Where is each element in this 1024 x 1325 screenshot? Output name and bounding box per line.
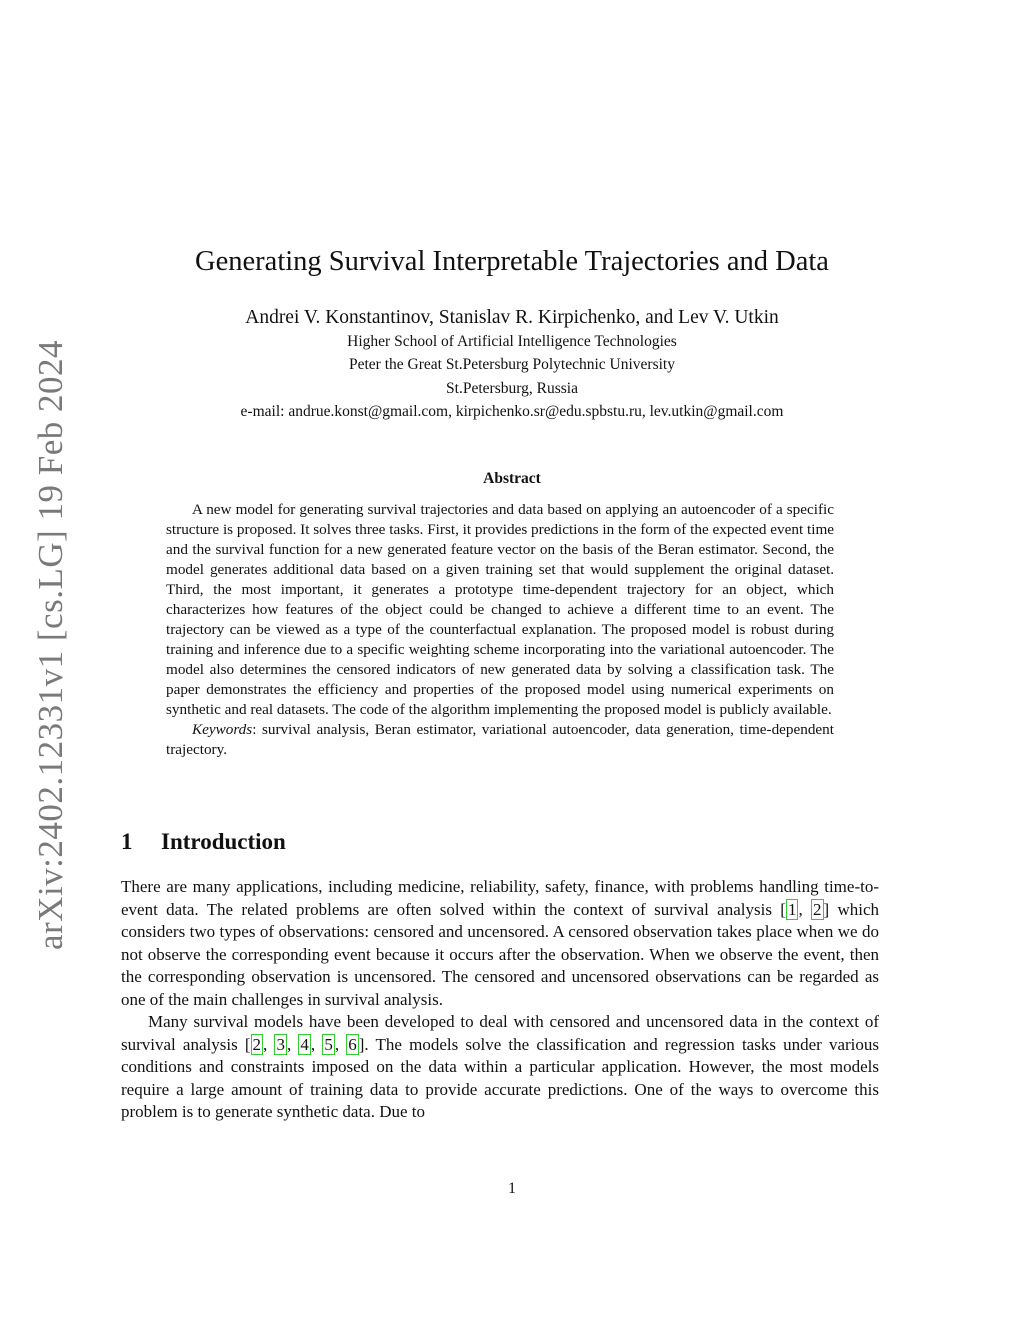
citation-link[interactable]: 3: [276, 1034, 285, 1054]
arxiv-stamp-text: arXiv:2402.12331v1 [cs.LG] 19 Feb 2024: [31, 339, 71, 951]
paper-title: Generating Survival Interpretable Trajectories and Data: [195, 246, 829, 277]
citation-link[interactable]: 2: [813, 899, 822, 919]
keywords-text: : survival analysis, Beran estimator, variational autoencoder, data generation, time-dependent trajectory.: [166, 721, 834, 758]
affiliation-school: Higher School of Artificial Intelligence Technologies: [347, 333, 677, 350]
section-heading-introduction: [121, 829, 286, 855]
introduction-body: [121, 876, 879, 1124]
page-number: 1: [508, 1180, 516, 1197]
author-emails: e-mail: andrue.konst@gmail.com, kirpichenko.sr@edu.spbstu.ru, lev.utkin@gmail.com: [240, 403, 784, 420]
section-title: Introduction: [161, 829, 286, 854]
abstract-text: A new model for generating survival trajectories and data based on applying an autoencoder of a specific structure is proposed. It solves three tasks. First, it provides predictions in the form of the expected event time and the survival function for a new generated feature vector on the basis of the Beran estimator. Second, the model generates additional data based on a given training set that would supplement the original dataset. Third, the most important, it generates a prototype time-dependent trajectory for an object, which characterizes how features of the object could be changed to achieve a different time to an event. The trajectory can be viewed as a type of the counterfactual explanation. The proposed model is robust during training and inference due to a specific weighting scheme incorporating into the variational autoencoder. The model also determines the censored indicators of new generated data by solving a classification task. The paper demonstrates the efficiency and properties of the proposed model using numerical experiments on synthetic and real datasets. The code of the algorithm implementing the proposed model is publicly available.: [166, 501, 834, 718]
affiliation-university: Peter the Great St.Petersburg Polytechnic University: [348, 356, 675, 373]
author-list: Andrei V. Konstantinov, Stanislav R. Kirpichenko, and Lev V. Utkin: [245, 307, 779, 328]
citation-link[interactable]: 5: [324, 1034, 333, 1054]
citation-link[interactable]: 6: [348, 1034, 357, 1054]
keywords: [166, 720, 834, 760]
intro-paragraph-1: There are many applications, including medicine, reliability, safety, finance, with problems handling time-to-event data. The related problems are often solved within the context of survival analysis [ 1 , 2 ] which considers two types of observations: censored and uncensored. A censored observation takes place when we do not observe the corresponding event because it occurs after the observation. When we observe the event, then the corresponding observation is uncensored. The censored and uncensored observations can be regarded as one of the main challenges in survival analysis.: [121, 877, 880, 1009]
abstract-body: [166, 500, 834, 760]
section-number: 1: [121, 829, 133, 854]
affiliation-city: St.Petersburg, Russia: [446, 380, 578, 397]
keywords-label: Keywords: [192, 721, 253, 738]
abstract-heading: Abstract: [483, 470, 541, 487]
arxiv-stamp: [26, 339, 76, 951]
intro-paragraph-2: Many survival models have been developed to deal with censored and uncensored data in the context of survival analysis [ 2 , 3 , 4 , 5 , 6 ]. The models solve the classification and regression tasks under various conditions and constraints imposed on the data within a particular application. However, the most models require a large amount of training data to provide accurate predictions. One of the ways to overcome this problem is to generate synthetic data. Due to: [121, 1012, 880, 1121]
citation-link[interactable]: 4: [300, 1034, 309, 1054]
citation-link[interactable]: 2: [252, 1034, 262, 1054]
citation-link[interactable]: 1: [787, 899, 797, 919]
